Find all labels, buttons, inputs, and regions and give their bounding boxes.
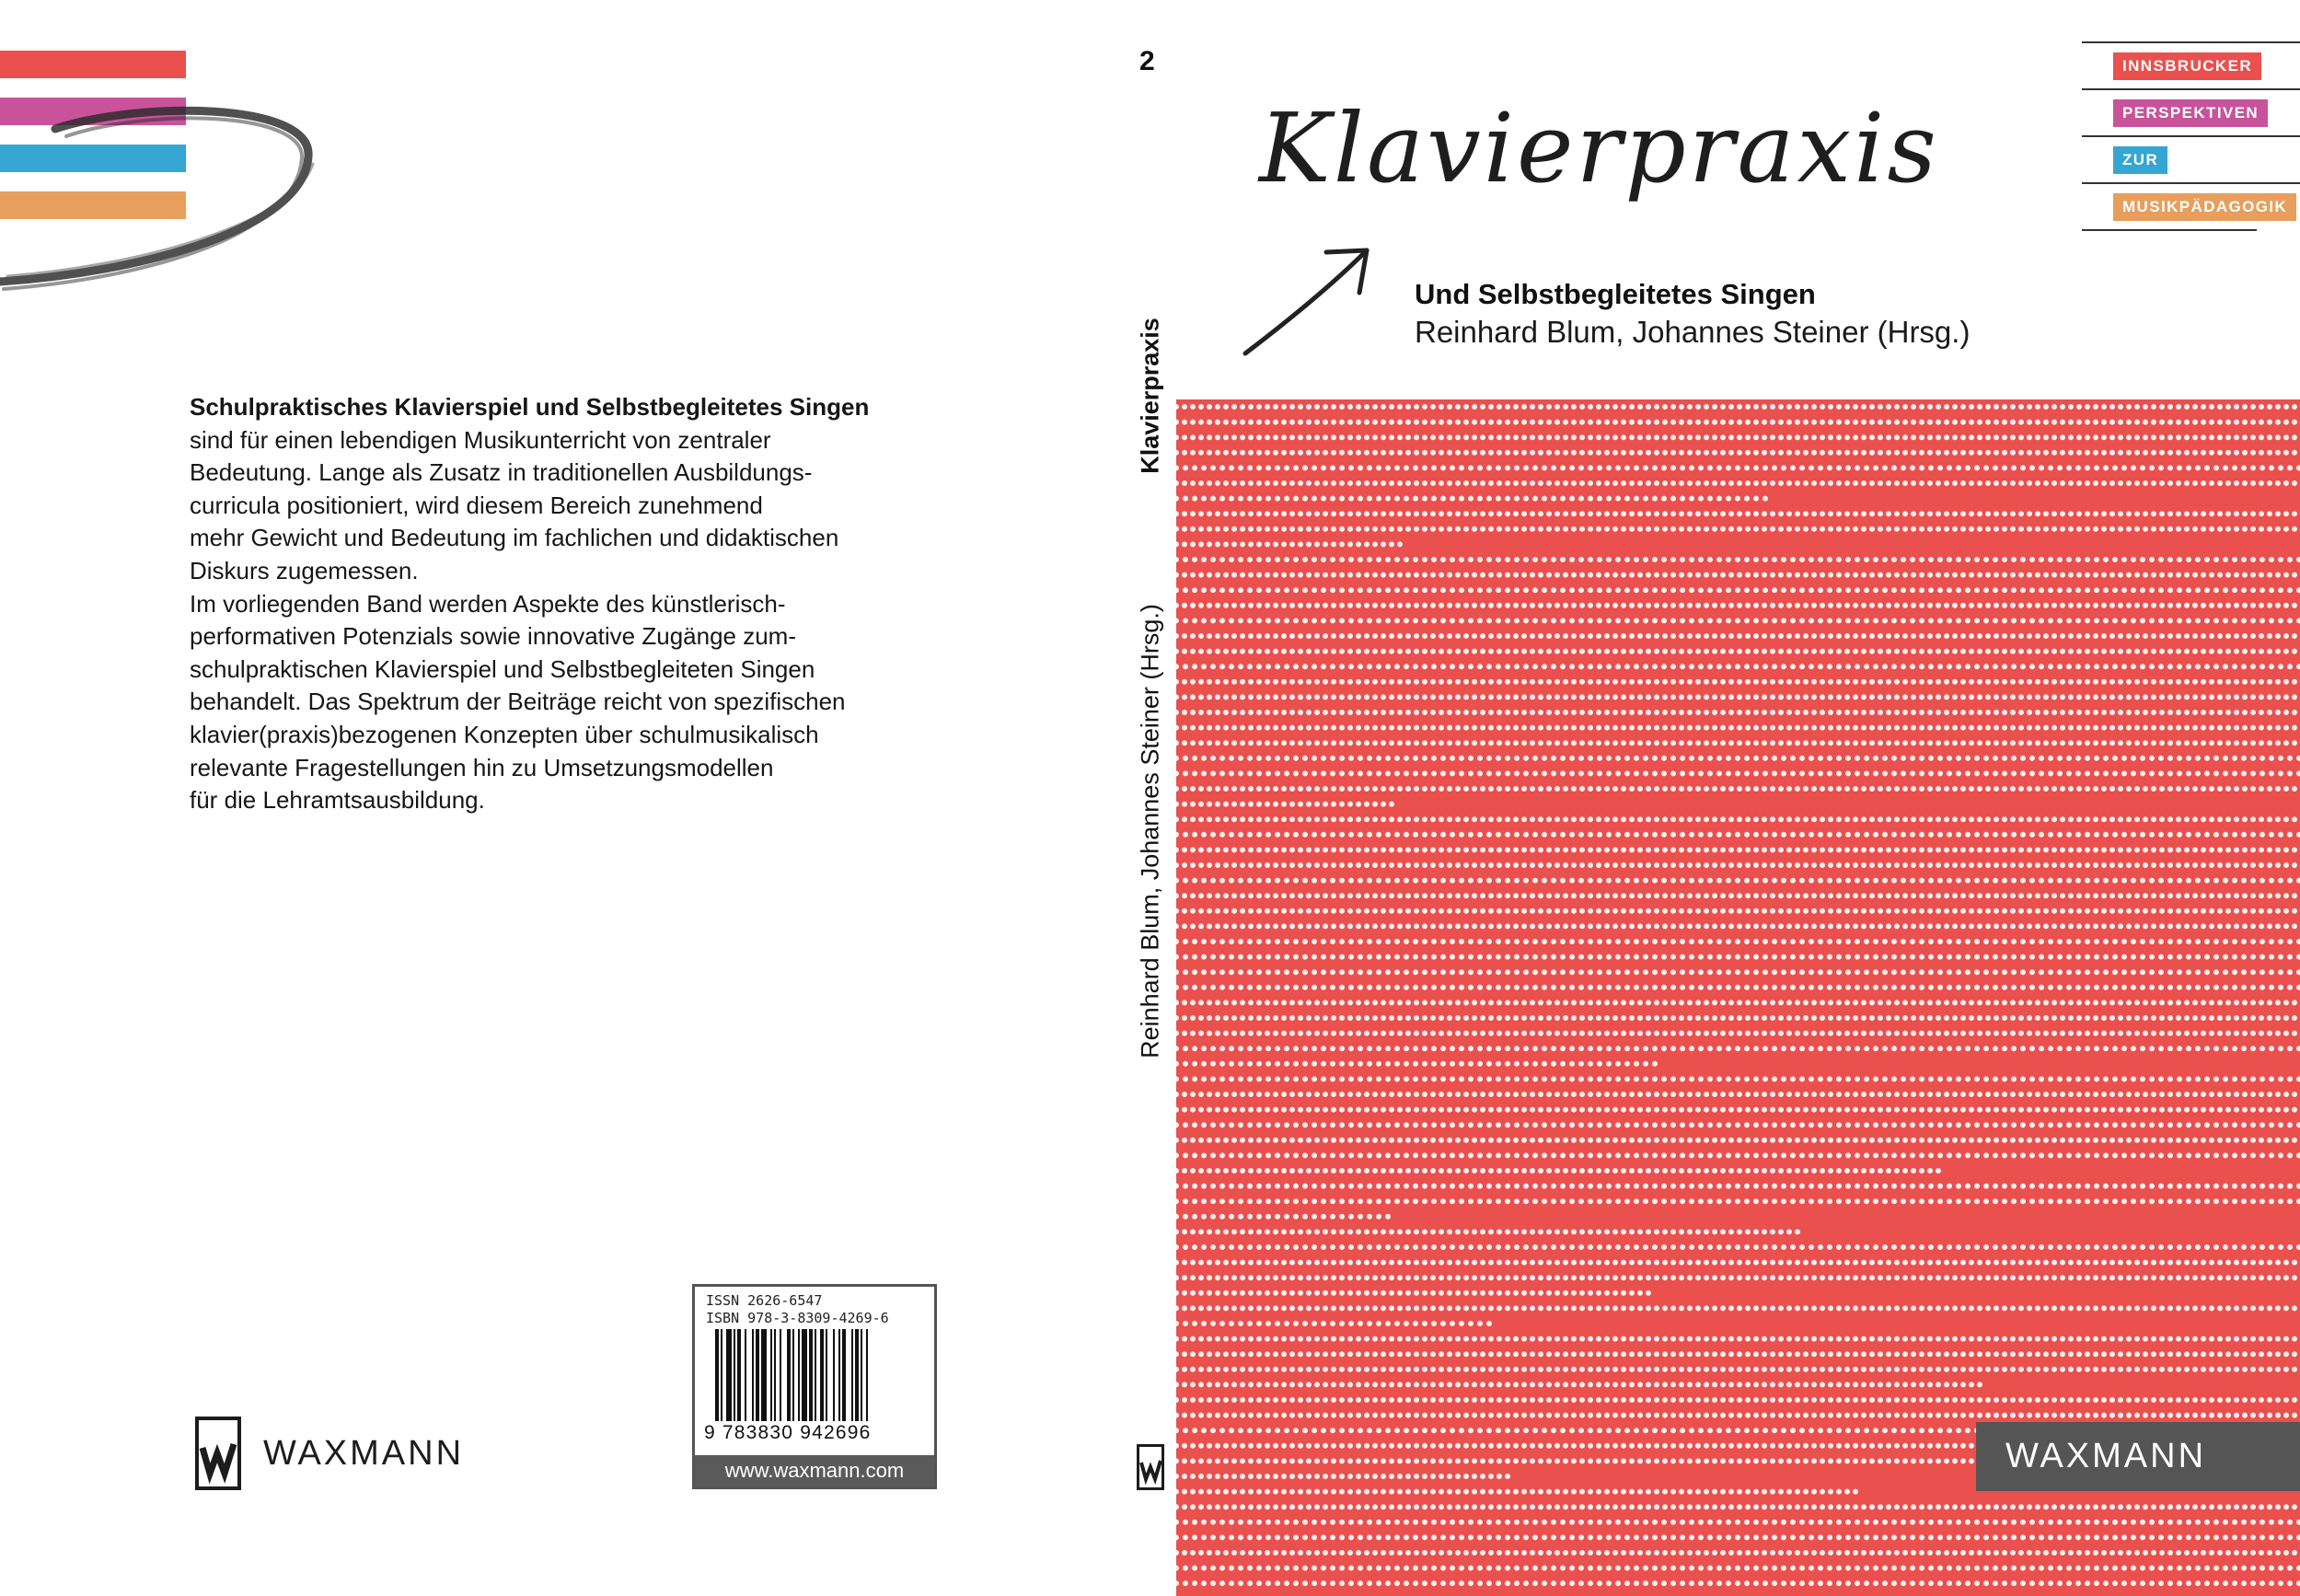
dotted-lines-pattern	[1176, 399, 2300, 1596]
waxmann-logo-icon	[195, 1417, 241, 1490]
series-divider	[2082, 229, 2257, 231]
barcode-bar	[756, 1329, 759, 1421]
barcode-bar	[851, 1329, 853, 1421]
barcode-bar	[721, 1329, 722, 1421]
barcode-bar	[798, 1329, 800, 1421]
barcode-bar	[842, 1329, 846, 1421]
waxmann-spine-logo-icon	[1137, 1444, 1164, 1490]
barcode-bar	[715, 1329, 719, 1421]
barcode-bar	[745, 1329, 746, 1421]
hand-drawn-arrow-icon	[1238, 241, 1385, 361]
isbn-text: ISBN 978-3-8309-4269-6	[706, 1310, 889, 1326]
barcode-graphic	[702, 1329, 927, 1425]
series-row	[2082, 182, 2300, 229]
series-tag-innsbrucker: INNSBRUCKER	[2113, 52, 2261, 80]
dotted-pattern-panel	[1176, 399, 2300, 1596]
spine-title: Klavierpraxis	[1136, 318, 1164, 474]
series-row	[2082, 88, 2300, 135]
blurb-paragraph-1: sind für einen lebendigen Musikunterricht von zentraler Bedeutung. Lange als Zusatz in traditionellen Ausbildungs- curricula positioniert, wird diesem Bereich zunehmend mehr Gewicht und Bedeutung im fachlichen und didaktischen Diskurs zugemessen.	[190, 425, 839, 584]
front-editors: Reinhard Blum, Johannes Steiner (Hrsg.)	[1415, 315, 1971, 349]
barcode-bar	[787, 1329, 791, 1421]
isbn-barcode-box	[692, 1284, 937, 1489]
barcode-bar	[752, 1329, 754, 1421]
ean-digits: 9 783830 942696	[704, 1422, 872, 1443]
barcode-bar	[833, 1329, 835, 1421]
publisher-name-front: WAXMANN	[1976, 1422, 2300, 1491]
barcode-bar	[734, 1329, 735, 1421]
publisher-url: www.waxmann.com	[695, 1455, 934, 1486]
barcode-bar	[792, 1329, 794, 1421]
handwritten-title: Klavierpraxis	[1259, 92, 1939, 204]
barcode-bar	[861, 1329, 862, 1421]
barcode-bar	[809, 1329, 813, 1421]
barcode-bar	[866, 1329, 868, 1421]
barcode-bar	[838, 1329, 840, 1421]
barcode-bar	[780, 1329, 781, 1421]
series-tag-zur: ZUR	[2113, 146, 2167, 174]
series-row	[2082, 135, 2300, 182]
barcode-bar	[761, 1329, 767, 1421]
publisher-name: WAXMANN	[263, 1433, 465, 1473]
barcode-bar	[774, 1329, 776, 1421]
back-cover-blurb	[190, 391, 944, 817]
barcode-bar	[802, 1329, 807, 1421]
pencil-scribble-graphic	[0, 55, 359, 295]
barcode-bar	[855, 1329, 859, 1421]
publisher-logo-back	[195, 1417, 464, 1490]
series-row	[2082, 41, 2300, 88]
barcode-bar	[726, 1329, 732, 1421]
series-tag-musikpaedagogik: MUSIKPÄDAGOGIK	[2113, 193, 2296, 221]
volume-number: 2	[1139, 46, 1155, 76]
barcode-bar	[737, 1329, 741, 1421]
blurb-paragraph-2: Im vorliegenden Band werden Aspekte des künstlerisch- performativen Potenzials sowie innovative Zugänge zum- schulpraktischen Klavierspiel und Selbstbegleiteten Singen behandelt. Das Spektrum der Beiträge reicht von spezifischen klavier(praxis)bezogenen Konzepten über schulmusikalisch relevante Fragestellungen hin zu Umsetzungsmodellen für die Lehramtsausbildung.	[190, 589, 846, 815]
series-label-block	[2082, 41, 2300, 231]
barcode-bar	[815, 1329, 816, 1421]
series-tag-perspektiven: PERSPEKTIVEN	[2113, 99, 2268, 127]
issn-text: ISSN 2626-6547	[706, 1292, 823, 1309]
book-subtitle: Und Selbstbegleitetes Singen	[1415, 278, 1816, 310]
barcode-bar	[820, 1329, 824, 1421]
barcode-bar	[770, 1329, 772, 1421]
barcode-bar	[826, 1329, 827, 1421]
spine-editors: Reinhard Blum, Johannes Steiner (Hrsg.)	[1136, 604, 1164, 1058]
blurb-lead: Schulpraktisches Klavierspiel und Selbstbegleitetes Singen	[190, 393, 870, 421]
